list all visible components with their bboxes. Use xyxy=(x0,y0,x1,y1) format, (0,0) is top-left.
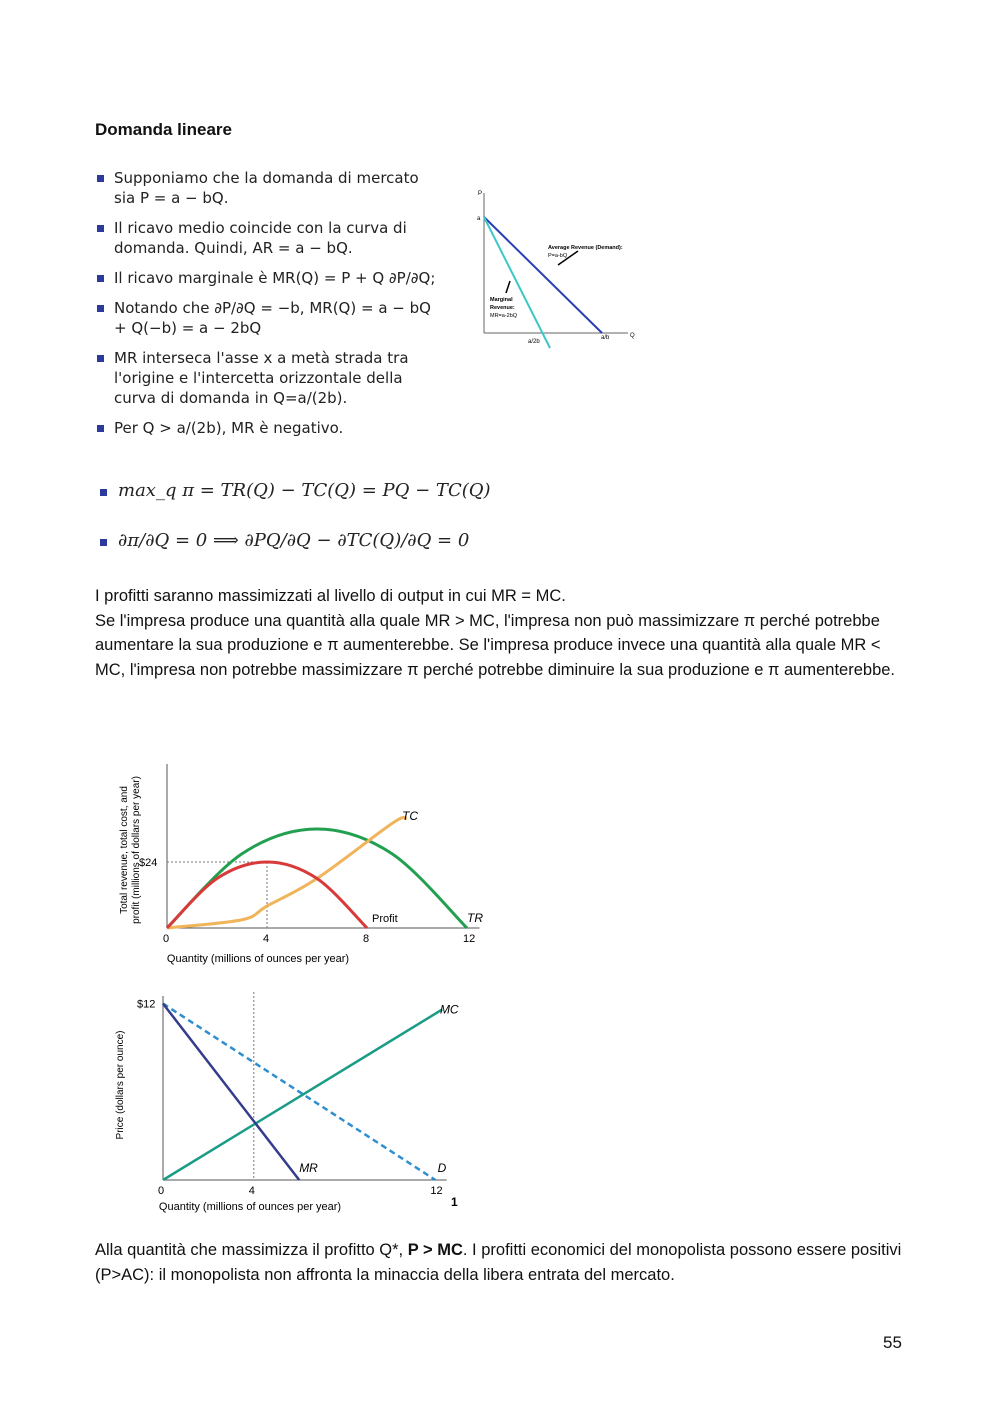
series-label-profit: Profit xyxy=(372,913,398,925)
page-number: 55 xyxy=(883,1333,902,1352)
paragraph-line: Se l'impresa produce una quantità alla quale MR > MC, l'impresa non può massimizzare π perché potrebbe aumentare la sua produzione e π aumenterebbe. Se l'impresa produce invece una quantità alla quale MR < MC, l'impresa non potrebbe massimizzare π perché potrebbe diminuire la sua produzione e π aumenterebbe. xyxy=(95,611,896,679)
conclusion-text-2: . I profitti economici del monopolista possono essere positivi (P>AC): il monopolista non affronta la minaccia della libera entrata del mercato. xyxy=(95,1241,902,1284)
series-line-d xyxy=(163,1004,435,1180)
foc-equation: ∂π/∂Q = 0 ⟹ ∂PQ/∂Q − ∂TC(Q)/∂Q = 0 xyxy=(96,530,469,551)
q-axis-label: Q xyxy=(630,333,635,339)
series-label-mr: MR xyxy=(299,1161,318,1175)
x-tick-label: 12 xyxy=(430,1185,443,1197)
series-label-tr: TR xyxy=(467,911,483,925)
conclusion-bold: P > MC xyxy=(407,1241,463,1259)
y-tick-label: $24 xyxy=(139,857,158,869)
series-label-mc: MC xyxy=(439,1002,459,1017)
body-paragraph xyxy=(95,584,910,682)
y-axis-title-line-1: Total revenue, total cost, and xyxy=(119,786,130,914)
x-tick-label: 12 xyxy=(463,933,476,945)
x-tick-label: 4 xyxy=(263,933,270,945)
y-axis-title-line-2: profit (millions of dollars per year) xyxy=(131,776,142,924)
a2b-label: a/2b xyxy=(528,339,540,345)
mr-label: Marginal xyxy=(490,297,513,303)
x-tick-label: 0 xyxy=(158,1185,165,1197)
series-line-mr xyxy=(163,1004,299,1180)
series-label-d: D xyxy=(437,1161,447,1175)
mr-arrow xyxy=(506,281,510,293)
ar-formula: P=a-bQ xyxy=(548,253,568,259)
figure-number: 1 xyxy=(451,1195,458,1209)
a-label: a xyxy=(477,216,481,222)
profit-max-equation: max_q π = TR(Q) − TC(Q) = PQ − TC(Q) xyxy=(96,480,491,501)
mr-line xyxy=(484,217,550,348)
section-heading: Domanda lineare xyxy=(95,120,232,139)
tr-tc-profit-chart xyxy=(95,750,495,975)
p-axis-label: P xyxy=(478,191,483,197)
x-tick-label: 0 xyxy=(163,933,170,945)
ar-label: Average Revenue (Demand): xyxy=(548,245,623,251)
bullet-item: Notando che ∂P/∂Q = −b, MR(Q) = a − bQ + Q(−b) = a − 2bQ xyxy=(96,298,436,338)
paragraph-line: I profitti saranno massimizzati al livello di output in cui MR = MC. xyxy=(95,587,566,605)
bullet-item: MR interseca l'asse x a metà strada tra l'origine e l'intercetta orizzontale della curva di domanda in Q=a/(2b). xyxy=(96,348,436,408)
x-axis-title: Quantity (millions of ounces per year) xyxy=(158,1201,342,1213)
bullet-item: Per Q > a/(2b), MR è negativo. xyxy=(96,418,436,438)
series-line-mc xyxy=(163,1009,442,1180)
series-label-tc: TC xyxy=(402,809,418,823)
conclusion-paragraph xyxy=(95,1238,910,1287)
y-tick-label: $12 xyxy=(137,998,156,1011)
bullet-list xyxy=(96,168,436,448)
bullet-item: Il ricavo medio coincide con la curva di domanda. Quindi, AR = a − bQ. xyxy=(96,218,436,258)
mr-formula: MR=a-2bQ xyxy=(490,313,518,319)
ab-label: a/b xyxy=(601,335,610,341)
x-tick-label: 8 xyxy=(363,933,370,945)
bullet-item: Il ricavo marginale è MR(Q) = P + Q ∂P/∂Q; xyxy=(96,268,436,288)
price-mc-mr-chart xyxy=(95,990,495,1215)
chart-plot-area xyxy=(139,764,483,945)
demand-mr-chart xyxy=(470,185,650,355)
chart-plot-area xyxy=(137,992,459,1197)
x-axis-title: Quantity (millions of ounces per year) xyxy=(166,953,350,965)
mr-label-2: Revenue: xyxy=(490,305,515,311)
bullet-item: Supponiamo che la domanda di mercato sia P = a − bQ. xyxy=(96,168,436,208)
y-axis-title: Price (dollars per ounce) xyxy=(115,1030,126,1140)
conclusion-text: Alla quantità che massimizza il profitto Q*, xyxy=(95,1241,408,1259)
x-tick-label: 4 xyxy=(248,1185,255,1197)
